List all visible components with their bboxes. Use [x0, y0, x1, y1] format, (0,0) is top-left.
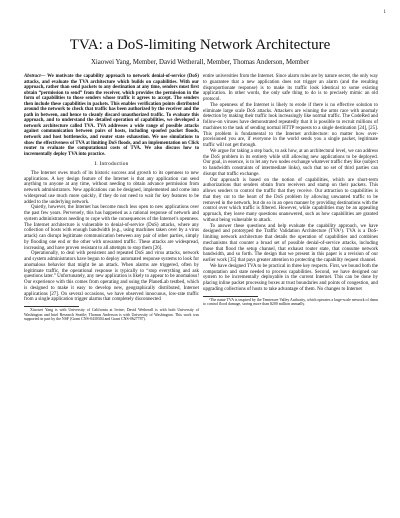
body-paragraph: The openness of the Internet is likely to erode if there is no effective solution to eliminate large scale DoS attacks. Attackers are winning the arms race with anomaly detection by making their traffic look increasingly like normal traffic. The CodeRed and follow-on viruses have demonstrated repeatedly that it is possible to recruit millions of machines to the task of sending normal HTTP requests to a single destination [24], [25]. This problem is fundamental to the Internet architecture: no matter how over-provisioned you are, if everyone in the world sends you a single packet, legitimate traffic will not get through. — [203, 102, 378, 148]
author-footnote: Xiaowei Yang is with University of California at Irvine; David Wetherall is with both University of Washington and Intel Research Seattle; Thomas Anderson is with University of Washington. This work was supported in part by the NSF (Grant CNS-0430304 and Grant CNS-0627787). — [24, 308, 199, 322]
right-column — [203, 74, 378, 307]
body-paragraph: We have designed TVA to be practical in three key respects. First, we bound both the computation and state needed to process capabilities. Second, we have designed our system to be incrementally deployable in the current Internet. This can be done by placing inline packet processing boxes at trust boundaries and points of congestion, and upgrading collections of hosts to take advantage of them. No changes to Internet — [203, 263, 378, 292]
page-number: 1 — [383, 10, 386, 15]
abstract-label: Abstract — [24, 74, 41, 79]
body-paragraph: Our approach is based on the notion of capabilities, which are short-term authorizations that senders obtain from receivers and stamp on their packets. This allows senders to control the traffic that they receive. Our attraction to capabilities is that they cut to the heart of the DoS problem by allowing unwanted traffic to be removed in the network, but do so in an open manner by providing destinations with the control over which traffic is filtered. However, while capabilities may be an appealing approach, they leave many questions unanswered, such as how capabilities are granted without being vulnerable to attack. — [203, 177, 378, 223]
footnote-divider — [203, 296, 258, 297]
paper-title: TVA: a DoS-limiting Network Architecture — [69, 37, 331, 53]
intro-paragraph: Quietly, however, the Internet has become much less open to new applications over the past few years. Perversely, this has happened as a rational response of network and system administrators needing to cope with the consequences of the Internet’s openness. The Internet architecture is vulnerable to denial-of-service (DoS) attacks, where any collection of hosts with enough bandwidth (e.g., using machines taken over by a virus attack) can disrupt legitimate communication between any pair of other parties, simply by flooding one end or the other with unwanted traffic. These attacks are widespread, increasing, and have proven resistant to all attempts to stop them [26]. — [24, 205, 199, 251]
left-column — [24, 74, 199, 322]
tva-name-footnote: ¹The name TVA is inspired by the Tennessee Valley Authority, which operates a large-scale network of dams to control flood damage, saving more than $200 million annually. — [203, 297, 378, 307]
footnote-divider — [24, 306, 79, 307]
intro-paragraph: The Internet owes much of its historic success and growth to its openness to new applications. A key design feature of the Internet is that any application can send anything to anyone at any time, without needing to obtain advance permission from network administrators. New applications can be designed, implemented and come into widespread use much more quickly, if they do not need to wait for key features to be added to the underlying network. — [24, 170, 199, 205]
body-paragraph: We argue for taking a step back, to ask how, at an architectural level, we can address the DoS problem in its entirety while still allowing new applications to be deployed. Our goal, in essence, is to let any two nodes exchange whatever traffic they like (subject to bandwidth constraints of intermediate links), such that no set of third parties can disrupt that traffic exchange. — [203, 148, 378, 177]
abstract — [24, 74, 199, 157]
body-paragraph: entire universities from the Internet. Since alarm rules are by nature secret, the only way to guarantee that a new application does not trigger an alarm (and the resulting disproportionate response) is to make its traffic look identical to some existing application. In other words, the only safe thing to do is to precisely mimic an old protocol. — [203, 74, 378, 102]
body-paragraph: To answer these questions and help evaluate the capability approach, we have designed and prototyped the Traffic Validation Architecture (TVA¹). TVA is a DoS-limiting network architecture that details the operation of capabilities and combines mechanisms that counter a broad set of possible denial-of-service attacks, including those that flood the setup channel, that exhaust router state, that consume network bandwidth, and so forth. The design that we present in this paper is a revision of our earlier work [35] that pays greater attention to protecting the capability request channel. — [203, 223, 378, 263]
abstract-text: — We motivate the capability approach to network denial-of-service (DoS) attacks, and evaluate the TVA architecture which builds on capabilities. With our approach, rather than send packets to any destination at any time, senders must first obtain “permission to send” from the receiver, which provides the permission in the form of capabilities to those senders whose traffic it agrees to accept. The senders then include these capabilities in packets. This enables verification points distributed around the network to check that traffic has been authorized by the receiver and the path in between, and hence to cleanly discard unauthorized traffic. To evaluate this approach, and to understand the detailed operation of capabilities, we developed a network architecture called TVA. TVA addresses a wide range of possible attacks against communication between pairs of hosts, including spoofed packet floods, network and host bottlenecks, and router state exhaustion. We use simulations to show the effectiveness of TVA at limiting DoS floods, and an implementation on Click router to evaluate the computational costs of TVA. We also discuss how to incrementally deploy TVA into practice. — [24, 74, 199, 157]
section-heading-introduction: I. Introduction — [94, 161, 129, 168]
intro-paragraph: Operationally, to deal with persistent and repeated DoS and virus attacks, network and system administrators have begun to deploy automated response systems to look for anomalous behavior that might be an attack. When alarms are triggered, often by legitimate traffic, the operational response is typically to “stop everything and ask questions later.” Unfortunately, any new application is likely to appear to be anomalous! Our experience with this comes from operating and using the PlanetLab testbed, which is designed to make it easy to develop new, geographically distributed, Internet applications [27]. On several occasions, we have observed innocuous, low-rate traffic from a single application trigger alarms that completely disconnected — [24, 251, 199, 303]
author-line: Xiaowei Yang, Member, David Wetherall, Member, Thomas Anderson, Member — [90, 59, 309, 66]
